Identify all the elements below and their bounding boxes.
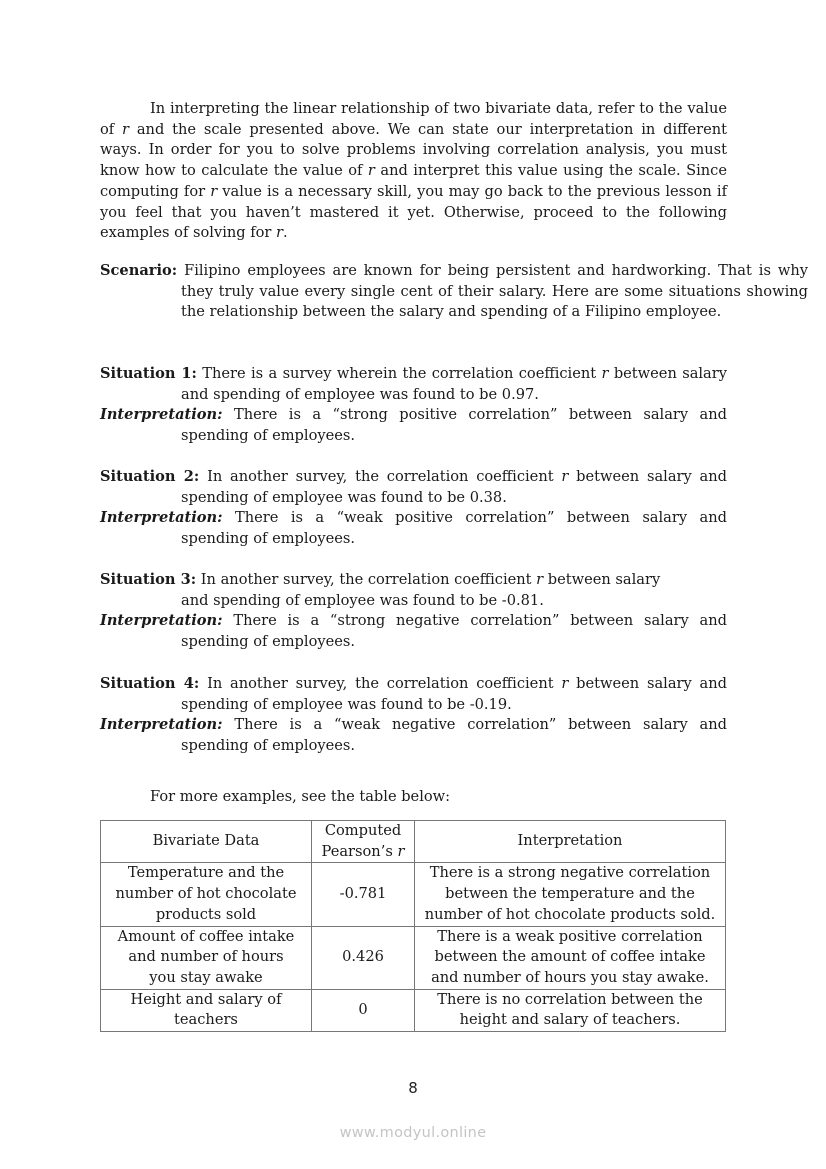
cell-r-value: 0.426 (312, 926, 415, 989)
interpretation-text: There is a “weak positive correlation” between salary and spending of employees. (181, 509, 727, 548)
situation-text: There is a survey wherein the correlation coefficient (196, 365, 602, 382)
r-symbol: r (601, 365, 609, 382)
table-header-row (101, 821, 726, 863)
interpretation-label: Interpretation: (100, 509, 223, 527)
r-symbol: r (397, 842, 405, 860)
intro-text: value is a necessary skill, you may go back to the previous lesson if you feel that you haven’t mastered it yet. Otherwise, proceed to the following examples of solving for (100, 182, 727, 242)
interpretation-text: There is a “strong negative correlation” between salary and spending of employees. (181, 612, 727, 651)
r-symbol: r (561, 675, 569, 692)
more-examples-text: For more examples, see the table below: (150, 788, 451, 805)
situation-text: between salary and spending of employee was found to be 0.97. (181, 365, 727, 403)
interpretation-statement (100, 611, 727, 652)
situation-statement (100, 364, 727, 405)
cell-bivariate-data: Height and salary of teachers (101, 989, 312, 1031)
header-pearsons-r (312, 821, 415, 863)
situation-text: In another survey, the correlation coefficient (196, 571, 537, 588)
table-row (101, 926, 726, 989)
situation-statement (100, 467, 727, 508)
r-symbol: r (561, 468, 569, 485)
situation-4 (100, 674, 727, 757)
interpretation-text: There is a “weak negative correlation” between salary and spending of employees. (181, 716, 727, 755)
r-symbol: r (122, 120, 130, 138)
situation-2 (100, 467, 727, 550)
intro-text: In interpreting the linear relationship of two bivariate data, refer to the value of (100, 100, 727, 138)
situation-text: between salary and spending of employee was found to be -0.81. (181, 571, 661, 609)
scenario-block (100, 261, 808, 323)
scenario-text: Filipino employees are known for being persistent and hardworking. That is why they truly value every single cent of their salary. Here are some situations showing the relationship between the salary and spending of a Filipino employee. (177, 262, 808, 321)
examples-table (100, 820, 726, 1032)
situation-label: Situation 3: (100, 571, 197, 588)
header-interpretation: Interpretation (415, 821, 726, 863)
watermark: www.modyul.online (339, 1125, 487, 1141)
situation-label: Situation 2: (100, 468, 200, 485)
situation-statement (100, 570, 727, 611)
table-row (101, 863, 726, 926)
situation-label: Situation 4: (100, 675, 200, 692)
interpretation-statement (100, 405, 727, 446)
header-bivariate-data: Bivariate Data (101, 821, 312, 863)
interpretation-statement (100, 508, 727, 549)
intro-text: and interpret this value using the scale. Since computing for (100, 162, 727, 200)
cell-r-value: -0.781 (312, 863, 415, 926)
intro-text: . (283, 224, 288, 242)
cell-r-value: 0 (312, 989, 415, 1031)
situation-1 (100, 364, 727, 447)
situation-statement (100, 674, 727, 715)
interpretation-label: Interpretation: (100, 612, 223, 630)
table-row (101, 989, 726, 1031)
interpretation-statement (100, 715, 727, 756)
situation-text: between salary and spending of employee was found to be -0.19. (181, 675, 727, 713)
header-text: Pearson’s (321, 842, 398, 860)
r-symbol: r (276, 224, 284, 242)
interpretation-text: There is a “strong positive correlation” between salary and spending of employees. (181, 406, 727, 445)
page-number: 8 (408, 1079, 418, 1097)
situation-text: In another survey, the correlation coefficient (199, 468, 562, 485)
cell-interpretation: There is a weak positive correlation between the amount of coffee intake and number of hours you stay awake. (415, 926, 726, 989)
cell-bivariate-data: Amount of coffee intake and number of hours you stay awake (101, 926, 312, 989)
intro-text: and the scale presented above. We can state our interpretation in different ways. In order for you to solve problems involving correlation analysis, you must know how to calculate the value of (100, 120, 727, 180)
r-symbol: r (210, 182, 218, 200)
situation-text: between salary and spending of employee was found to be 0.38. (181, 468, 727, 506)
r-symbol: r (367, 162, 375, 180)
cell-interpretation: There is a strong negative correlation between the temperature and the number of hot chocolate products sold. (415, 863, 726, 926)
interpretation-label: Interpretation: (100, 406, 223, 424)
intro-paragraph (100, 99, 727, 244)
situation-label: Situation 1: (100, 365, 197, 382)
cell-interpretation: There is no correlation between the height and salary of teachers. (415, 989, 726, 1031)
r-symbol: r (536, 571, 544, 588)
scenario-label: Scenario: (100, 262, 178, 279)
situation-3 (100, 570, 727, 653)
situation-text: In another survey, the correlation coefficient (199, 675, 562, 692)
interpretation-label: Interpretation: (100, 716, 223, 734)
cell-bivariate-data: Temperature and the number of hot chocolate products sold (101, 863, 312, 926)
header-text: Computed (324, 822, 402, 839)
